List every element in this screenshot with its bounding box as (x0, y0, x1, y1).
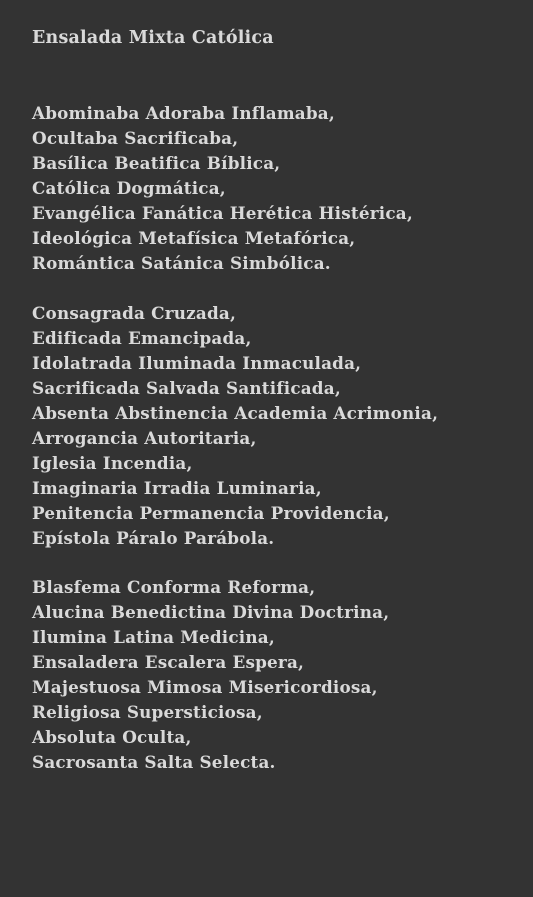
poem-line: Ocultaba Sacrificaba, (32, 128, 239, 148)
poem-line: Absoluta Oculta, (32, 727, 192, 747)
poem-line: Blasfema Conforma Reforma, (32, 577, 316, 597)
poem-line: Alucina Benedictina Divina Doctrina, (32, 602, 390, 622)
poem-line: Basílica Beatifica Bíblica, (32, 153, 281, 173)
poem-line: Evangélica Fanática Herética Histérica, (32, 203, 413, 223)
poem-line: Consagrada Cruzada, (32, 302, 237, 323)
poem-line: Ideológica Metafísica Metafórica, (32, 228, 356, 248)
poem-line: Imaginaria Irradia Luminaria, (32, 477, 322, 498)
poem-line: Absenta Abstinencia Academia Acrimonia, (32, 402, 439, 423)
stanza-3 (32, 575, 522, 775)
poem-line: Epístola Páralo Parábola. (32, 527, 275, 548)
poem-line: Sacrificada Salvada Santificada, (32, 377, 341, 398)
poem-line: Penitencia Permanencia Providencia, (32, 502, 390, 523)
poem-line: Religiosa Supersticiosa, (32, 702, 263, 722)
stanza-1 (32, 101, 522, 276)
poem-title: Ensalada Mixta Católica (32, 28, 274, 48)
poem-line: Majestuosa Mimosa Misericordiosa, (32, 677, 378, 697)
poem-line: Abominaba Adoraba Inflamaba, (32, 103, 335, 123)
poem-line: Católica Dogmática, (32, 178, 226, 198)
stanza-2 (32, 301, 522, 551)
poem-line: Sacrosanta Salta Selecta. (32, 752, 276, 772)
poem-body (32, 101, 522, 800)
poem-line: Ilumina Latina Medicina, (32, 627, 275, 647)
poem-line: Arrogancia Autoritaria, (32, 427, 257, 448)
poem-line: Iglesia Incendia, (32, 452, 193, 473)
poem-line: Idolatrada Iluminada Inmaculada, (32, 352, 362, 373)
poem-line: Romántica Satánica Simbólica. (32, 253, 331, 273)
poem-line: Edificada Emancipada, (32, 327, 252, 348)
poem-line: Ensaladera Escalera Espera, (32, 652, 305, 672)
